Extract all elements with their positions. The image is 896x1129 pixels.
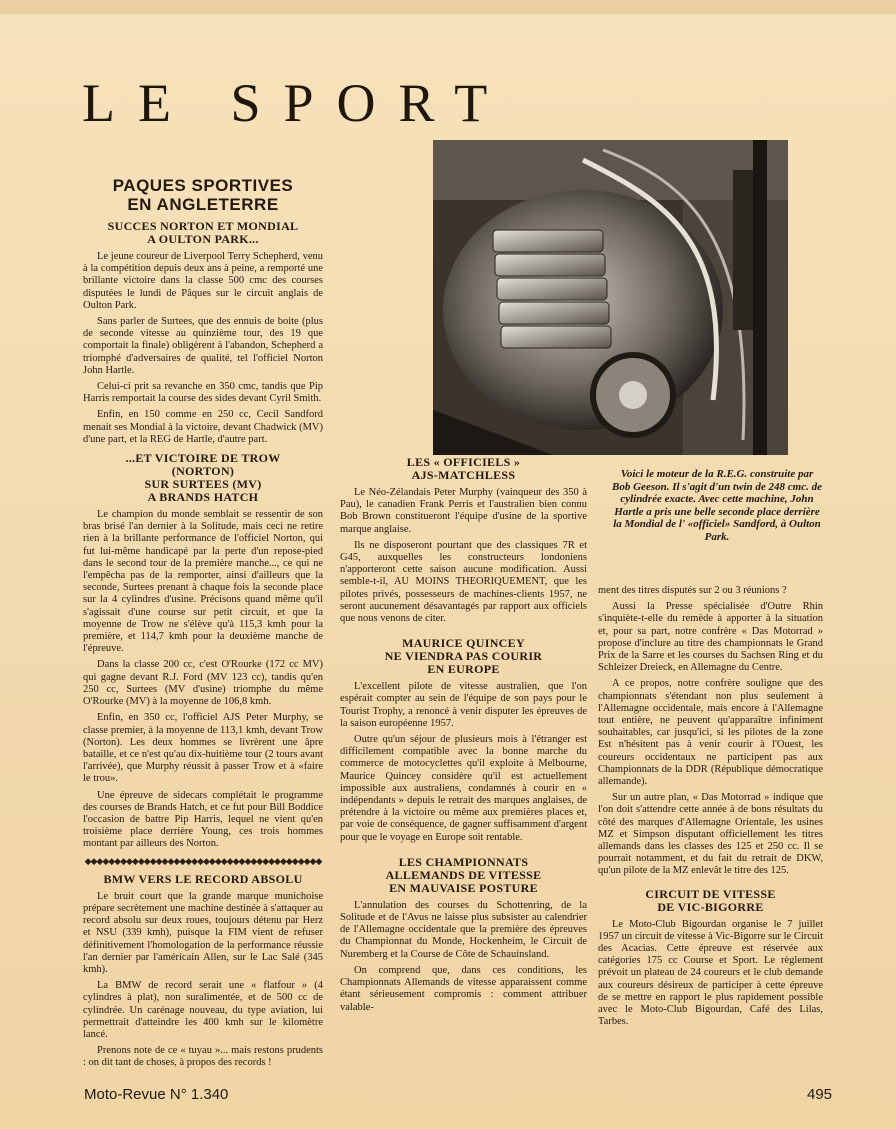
paragraph: Sur un autre plan, « Das Motorrad » indique que l'on doit s'attendre cette année à de bons résultats du côté des marques d'Allemagne Orientale, les usines MZ et Simpson disputant officiellement les titres allemands dans les classes des 125 et 250 cc. Il se pourrait notamment, et du fait du retrait de DKW, qu'un pilote de la MZ enlevât le titre des 125. xyxy=(598,792,823,877)
subheading-line: LES CHAMPIONNATS xyxy=(398,854,529,869)
paragraph: Le bruit court que la grande marque munichoise prépare secrètement une machine destinée à s'attaquer au record absolu sur deux roues, toujours détenu par Herz et NSU (339 kmh), puisque la FIM vient de refuser définitivement l'homologation de la performance réussie l'an dernier par l'américain Allen, sur le Lac Salé (345 kmh). xyxy=(83,890,323,975)
column-2 xyxy=(340,456,587,1018)
subheading-quincey xyxy=(340,637,587,676)
column-3 xyxy=(598,585,823,1033)
subheading-bmw xyxy=(83,873,323,886)
subheading-line: AJS-MATCHLESS xyxy=(411,468,516,482)
subheading-line: A OULTON PARK... xyxy=(147,232,259,246)
footer-page-number: 495 xyxy=(807,1086,833,1103)
subheading-line: MAURICE QUINCEY xyxy=(402,636,525,651)
engine-photo-illustration xyxy=(433,140,788,455)
paragraph: Le jeune coureur de Liverpool Terry Schepherd, venu à la compétition depuis deux ans à peine, a remporté une brillante victoire dans la classe 500 cmc des courses disputées le lundi de Pâques sur le circuit anglais de Oulton Park. xyxy=(83,251,323,311)
subheading-brands-hatch xyxy=(83,452,323,504)
column-1 xyxy=(83,176,323,1074)
paragraph: La BMW de record serait une « flatfour » (4 cylindres à plat), non suralimentée, et de 500 cc de cylindrée. Un carénage nouveau, du type aviation, lui permettrait d'atteindre les 400 kmh sur le kilomètre lancé. xyxy=(83,980,323,1040)
paragraph: Dans la classe 200 cc, c'est O'Rourke (172 cc MV) qui gagne devant R.J. Ford (MV 123 cc), tandis qu'en 250 cc, Surtees (MV d'usine) triomphe du même O'Rourke (MV) à la moyenne de 106,8 kmh. xyxy=(83,659,323,708)
subheading-line: NE VIENDRA PAS COURIR xyxy=(384,649,543,664)
section-masthead: LE SPORT xyxy=(82,73,511,133)
subheading-line: CIRCUIT DE VITESSE xyxy=(645,886,776,901)
subheading-line: ALLEMANDS DE VITESSE xyxy=(385,867,542,882)
subheading-line: DE VIC-BIGORRE xyxy=(657,899,764,914)
paragraph: Celui-ci prit sa revanche en 350 cmc, tandis que Pip Harris remportait la course des sides devant Cyril Smith. xyxy=(83,381,323,405)
main-headline-line: EN ANGLETERRE xyxy=(127,195,279,214)
subheading-championnats xyxy=(340,856,587,895)
paragraph: Enfin, en 150 comme en 250 cc, Cecil Sandford menait ses Mondial à la victoire, devant Chadwick (MV) d'une part, et la REG de Hartle, d'autre part. xyxy=(83,409,323,445)
paragraph: Le Moto-Club Bigourdan organise le 7 juillet 1957 un circuit de vitesse à Vic-Bigorre sur le Circuit des Acacias. Cette épreuve est réservée aux catégories 175 cc Course et Sport. Le règlement prévoit un plateau de 24 coureurs et le club demande aux coureurs désireux de participer à cette épreuve de se mettre en rapport le plus rapidement possible avec le Moto-Club Bigourdan, Café des Lilas, Tarbes. xyxy=(598,918,823,1028)
paragraph: ment des titres disputés sur 2 ou 3 réunions ? xyxy=(598,585,787,596)
subheading-line: EN EUROPE xyxy=(427,662,500,677)
paragraph: Sans parler de Surtees, que des ennuis de boite (plus de seconde vitesse au quinzième tour, des 19 que comportait la finale) obligèrent à l'abandon, Schepherd a triomphé d'adversaires de qualité, tel l'officiel Norton John Hartle. xyxy=(83,316,323,376)
paragraph: Aussi la Presse spécialisée d'Outre Rhin s'inquiète-t-elle du remède à apporter à la situation et, pour sa part, notre confrère « Das Motorrad » propose d'inclure au titre des championnats le Grand Prix de la Sarre et les courses du Sachsen Ring et du Schleizer Dreieck, en Allemagne du Centre. xyxy=(598,601,823,674)
subheading-line: SUCCES NORTON ET MONDIAL xyxy=(107,219,299,233)
ornamental-divider: ◆◆◆◆◆◆◆◆◆◆◆◆◆◆◆◆◆◆◆◆◆◆◆◆◆◆◆◆◆◆◆◆◆◆◆◆◆◆◆◆ xyxy=(84,855,322,866)
main-headline-line: PAQUES SPORTIVES xyxy=(112,176,294,195)
engine-photo xyxy=(433,140,788,455)
paragraph: Outre qu'un séjour de plusieurs mois à l'étranger est difficilement compatible avec la bonne marche du commerce de motocyclettes qu'il exploite à Melbourne, Maurice Quincey considère qu'il est actuellement impossible aux australiens, condamnés à courir en « indépendants » depuis le retrait des marques anglaises, de prétendre à la victoire ou même aux premières places et, par voie de conséquence, de gagner suffisamment d'argent pour que le voyage en Europe soit rentable. xyxy=(340,734,587,843)
paragraph: Enfin, en 350 cc, l'officiel AJS Peter Murphy, se classe premier, à la moyenne de 113,1 kmh, devant Trow (Norton). Les deux hommes se livrèrent une âpre bataille, et ce n'est qu'au dix-huitième tour (2 tours avant l'arrivée), que Murphy réussit à passer Trow et à «faire le trou». xyxy=(83,712,323,785)
paragraph: L'excellent pilote de vitesse australien, que l'on espérait compter au sein de l'équipe de son pays pour le Tourist Trophy, a renoncé à venir disputer les épreuves de la saison européenne 1957. xyxy=(340,681,587,729)
paragraph: Le Néo-Zélandais Peter Murphy (vainqueur des 350 à Pau), le canadien Frank Perris et l'australien bien connu Bob Brown constitueront l'équipe d'usine de la sportive marque anglaise. xyxy=(340,487,587,535)
subheading-oulton xyxy=(83,220,323,246)
subheading-line: A BRANDS HATCH xyxy=(147,490,259,505)
subheading-line: LES « OFFICIELS » xyxy=(406,455,521,469)
subheading-line: EN MAUVAISE POSTURE xyxy=(389,880,538,895)
subheading-ajs xyxy=(340,456,587,482)
paragraph: Une épreuve de sidecars complétait le programme des courses de Brands Hatch, et ce fut pour Bill Boddice l'occasion de battre Pip Harris, lequel ne vient qu'en troisième place derrière Young, ces trois hommes montant par ailleurs des Norton. xyxy=(83,789,323,850)
paragraph: Ils ne disposeront pourtant que des classiques 7R et G45, auxquelles les constructeurs londoniens n'apporteront cette saison aucune modification. Aussi semble-t-il, AU MOINS THEORIQUEMENT, que les pilotes privés, possesseurs de machines-clients 1957, ne seront aucunement désavantagés par rapport aux officiels que nous venons de citer. xyxy=(340,539,587,625)
paragraph: Prenons note de ce « tuyau »... mais restons prudents : on dit tant de choses, à propos des records ! xyxy=(83,1045,323,1069)
paragraph: L'annulation des courses du Schottenring, de la Solitude et de l'Avus ne laisse plus subsister au calendrier de l'Allemagne occidentale que la première des épreuves du Championnat du Monde, Hockenheim, le Circuit de Nuremberg et la Course de Côte de Schauinsland. xyxy=(340,899,587,960)
subheading-vic-bigorre xyxy=(598,888,823,914)
subheading-line: BMW VERS LE RECORD ABSOLU xyxy=(103,871,303,886)
footer-magazine-issue: Moto-Revue N° 1.340 xyxy=(84,1086,229,1103)
subheading-line: (NORTON) xyxy=(171,464,235,479)
main-headline xyxy=(83,176,323,214)
paragraph: A ce propos, notre confrère souligne que des championnats s'étendant non plus seulement à l'Allemagne occidentale, mais encore à l'Allemagne tout entière, ne peuvent qu'apparaître infiniment souhaitables, car jusqu'ici, si les pilotes de la zone Est n'hésitent pas à venir courir à l'Ouest, les coureurs occidentaux ne participent pas aux Championnats de la DDR (République démocratique allemande). xyxy=(598,678,823,788)
paragraph: Le champion du monde semblait se ressentir de son bras brisé l'an dernier à la Solitude, mais ceci ne retire rien à la brillante performance de l'officiel Norton, qui fut lui-même handicapé par la perte d'un repose-pied dans le second tour de la première manche..., ce qui ne l'empêcha pas de la remporter, ainsi d'ailleurs que la seconde, Surtees prenant à chaque fois la seconde place sur la 4 cylindres d'usine. Précisons quand même qu'il s'agissait d'une course sur petit circuit, et que la moyenne de Trow ne s'élève qu'à 115,3 kmh pour la première, et 114,7 kmh pour la deuxième manche de l'épreuve. xyxy=(83,509,323,655)
subheading-line: ...ET VICTOIRE DE TROW xyxy=(125,451,281,466)
paragraph: On comprend que, dans ces conditions, les Championnats Allemands de vitesse apparaissent comme étant sérieusement compromis : comment attribuer valable- xyxy=(340,964,587,1013)
subheading-line: SUR SURTEES (MV) xyxy=(144,477,262,492)
photo-caption: Voici le moteur de la R.E.G. construite par Bob Geeson. Il s'agit d'un twin de 248 cmc. de cylindrée exacte. Avec cette machine, John Hartle a pris une belle seconde place derrière la Mondial de l' «officiel» Sandford, à Oulton Park. xyxy=(612,468,822,543)
torn-top-edge xyxy=(0,0,896,14)
